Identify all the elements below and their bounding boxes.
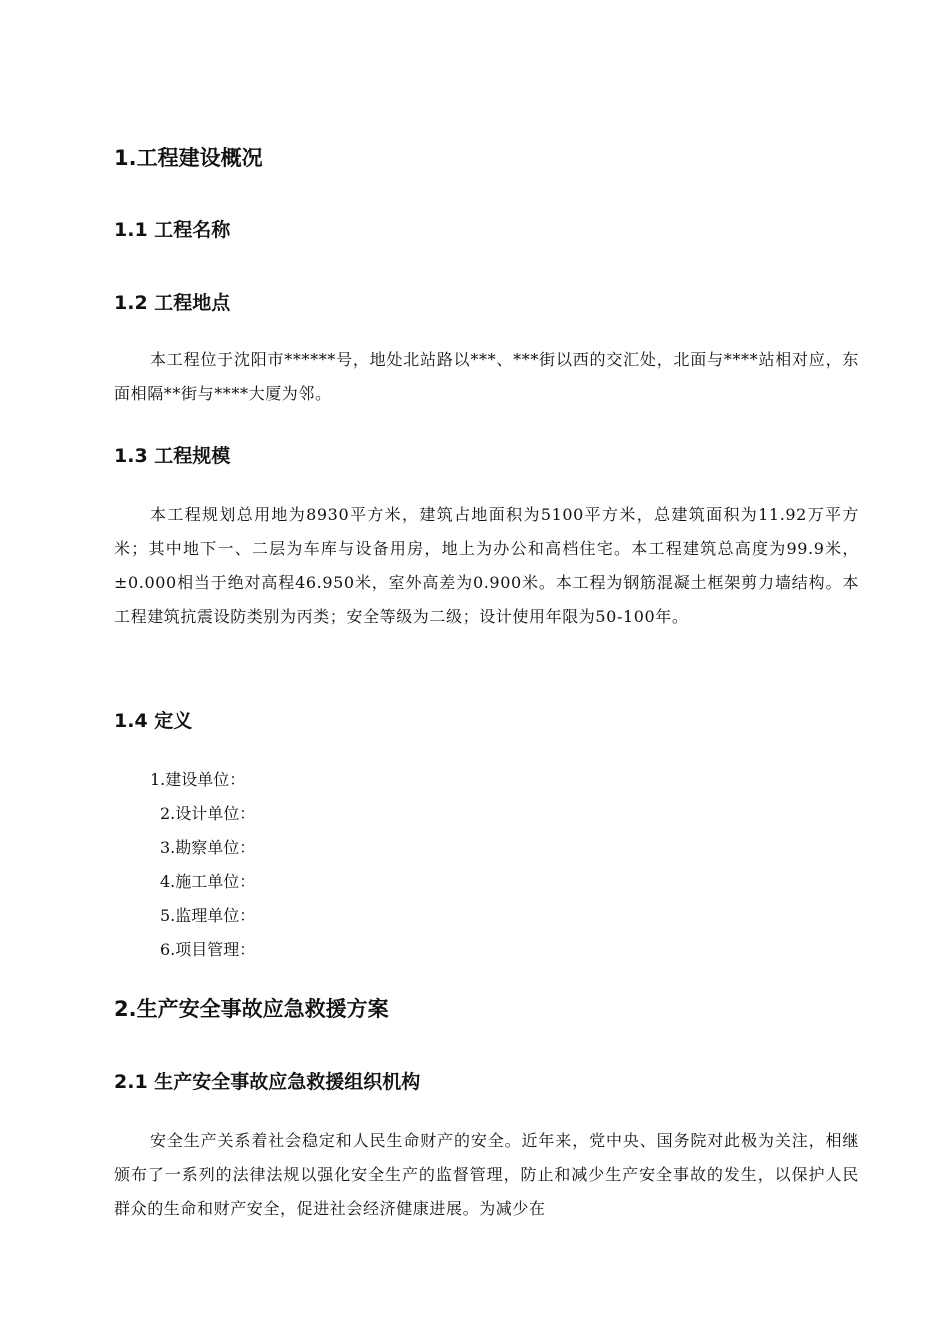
- definitions-list: [150, 766, 255, 970]
- definition-item-contractor-unit: 4.施工单位：: [160, 872, 256, 891]
- definition-item-project-management: 6.项目管理：: [160, 940, 256, 959]
- section-1-3-paragraph: 本工程规划总用地为8930平方米，建筑占地面积为5100平方米，总建筑面积为11.92万平方米；其中地下一、二层为车库与设备用房，地上为办公和高档住宅。本工程建筑总高度为99.9米，±0.000相当于绝对高程46.950米，室外高差为0.900米。本工程为钢筋混凝土框架剪力墙结构。本工程建筑抗震设防类别为丙类；安全等级为二级；设计使用年限为50-100年。: [114, 505, 859, 626]
- section-1-1-heading: 1.1 工程名称: [114, 219, 231, 241]
- section-2-1-heading: 2.1 生产安全事故应急救援组织机构: [114, 1071, 421, 1093]
- section-1-4-heading: 1.4 定义: [114, 710, 193, 732]
- definition-item-survey-unit: 3.勘察单位：: [160, 838, 256, 857]
- section-2-1-paragraph: 安全生产关系着社会稳定和人民生命财产的安全。近年来，党中央、国务院对此极为关注，相继颁布了一系列的法律法规以强化安全生产的监督管理，防止和减少生产安全事故的发生，以保护人民群众的生命和财产安全，促进社会经济健康进展。为减少在: [114, 1131, 859, 1218]
- definition-item-design-unit: 2.设计单位：: [160, 804, 256, 823]
- section-1-3-heading: 1.3 工程规模: [114, 445, 231, 467]
- section-2-heading: 2.生产安全事故应急救援方案: [114, 997, 389, 1021]
- definition-item-construction-unit: 1.建设单位：: [150, 770, 246, 789]
- definition-item-supervision-unit: 5.监理单位：: [160, 906, 256, 925]
- section-1-2-heading: 1.2 工程地点: [114, 292, 231, 314]
- section-1-2-paragraph: 本工程位于沈阳市******号，地处北站路以***、***街以西的交汇处，北面与****站相对应，东面相隔**街与****大厦为邻。: [114, 350, 859, 403]
- section-1-heading: 1.工程建设概况: [114, 146, 263, 170]
